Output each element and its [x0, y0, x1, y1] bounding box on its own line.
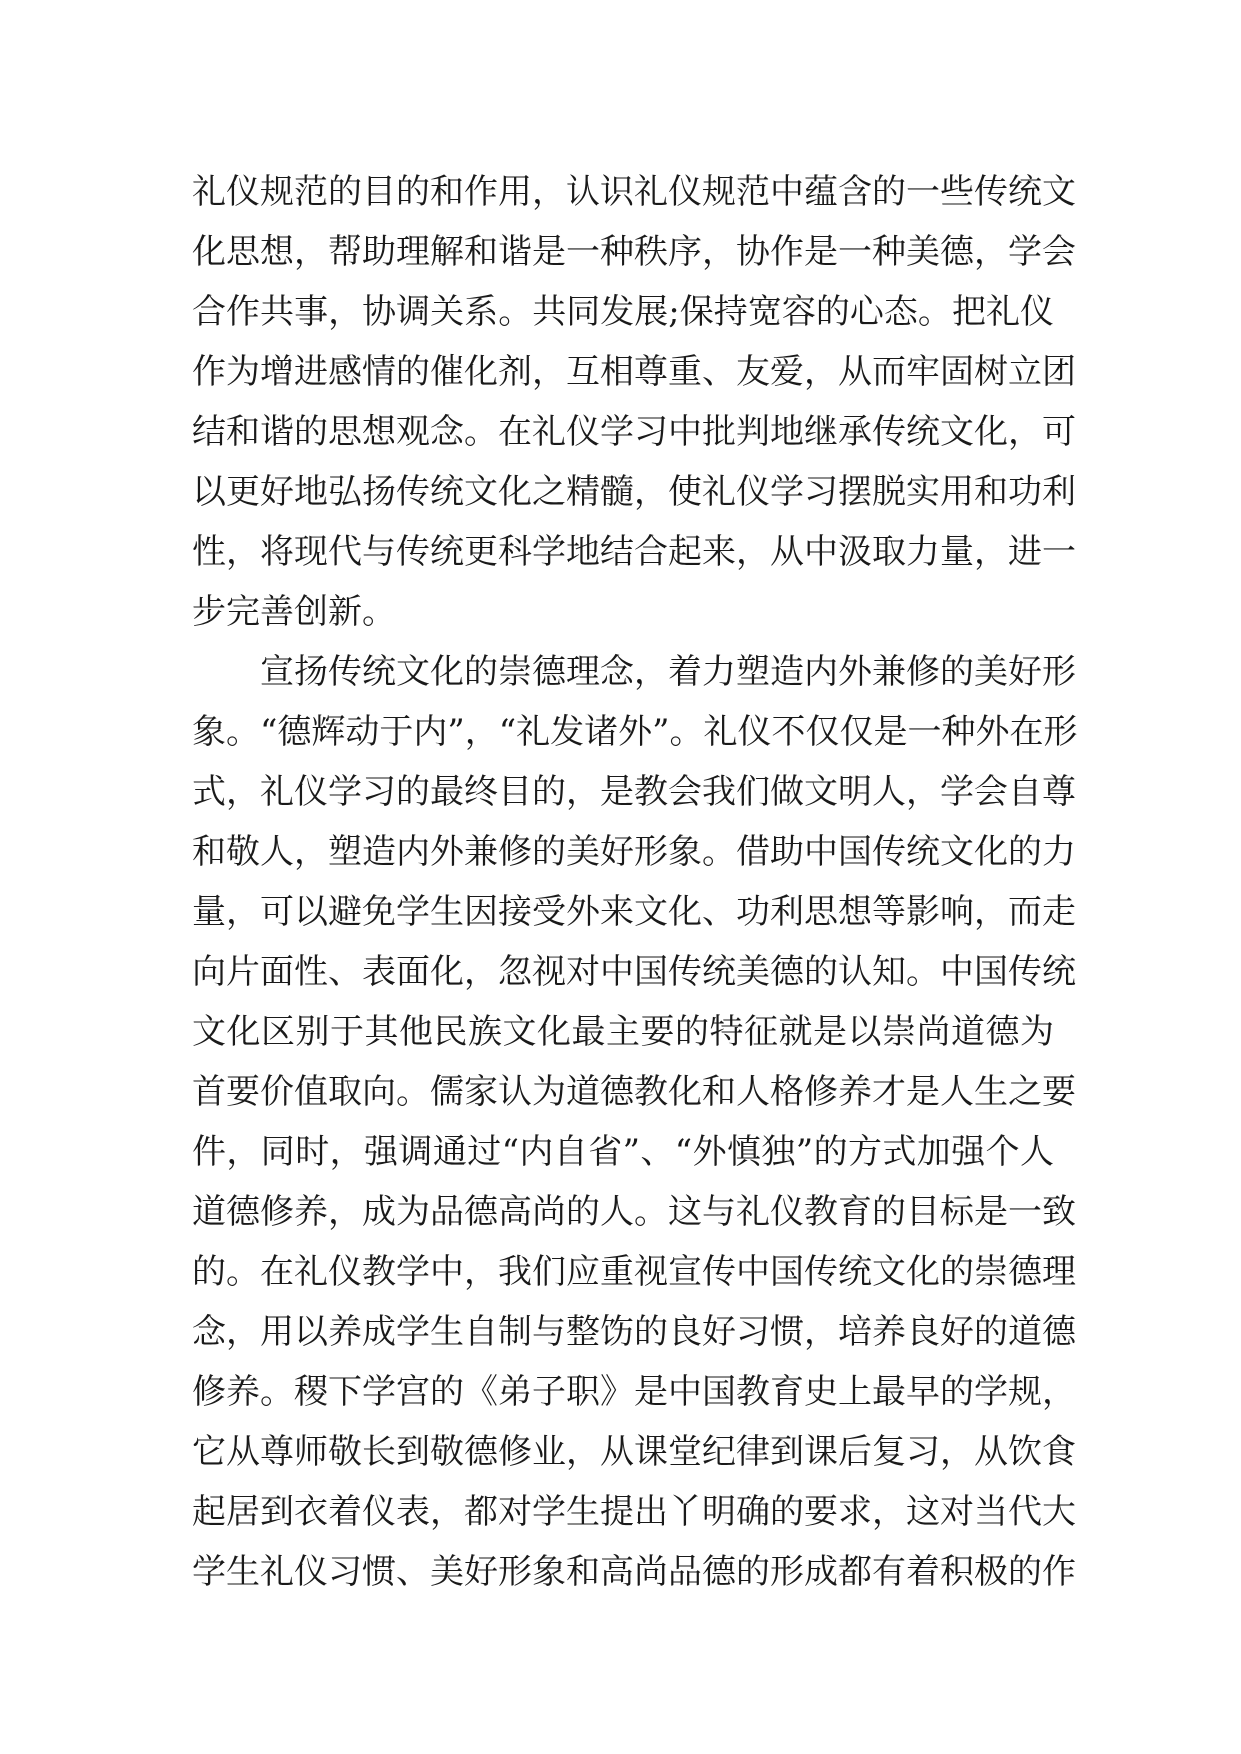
text-line: 和敬人，塑造内外兼修的美好形象。借助中国传统文化的力 [192, 832, 1076, 872]
text-line: 起居到衣着仪表，都对学生提出丫明确的要求，这对当代大 [192, 1492, 1076, 1532]
text-line: 首要价值取向。儒家认为道德教化和人格修养才是人生之要 [192, 1072, 1076, 1112]
text-line: 式，礼仪学习的最终目的，是教会我们做文明人，学会自尊 [192, 772, 1076, 812]
text-line: 念，用以养成学生自制与整饬的良好习惯，培养良好的道德 [192, 1312, 1076, 1352]
text-line: 量，可以避免学生因接受外来文化、功利思想等影响，而走 [192, 892, 1076, 932]
text-line: 性，将现代与传统更科学地结合起来，从中汲取力量，进一 [192, 532, 1076, 572]
paragraph-2 [192, 642, 1078, 1602]
text-line: 结和谐的思想观念。在礼仪学习中批判地继承传统文化，可 [192, 412, 1076, 452]
body-text [192, 162, 1078, 1602]
text-line: 文化区别于其他民族文化最主要的特征就是以崇尚道德为 [192, 1012, 1054, 1052]
text-line: 以更好地弘扬传统文化之精髓，使礼仪学习摆脱实用和功利 [192, 472, 1076, 512]
text-line: 向片面性、表面化，忽视对中国传统美德的认知。中国传统 [192, 952, 1076, 992]
text-line: 的。在礼仪教学中，我们应重视宣传中国传统文化的崇德理 [192, 1252, 1076, 1292]
text-line: 象。“德辉动于内”，“礼发诸外”。礼仪不仅仅是一种外在形 [192, 712, 1078, 752]
text-line: 化思想，帮助理解和谐是一种秩序，协作是一种美德，学会 [192, 232, 1076, 272]
text-line: 学生礼仪习惯、美好形象和高尚品德的形成都有着积极的作 [192, 1552, 1076, 1592]
text-line: 它从尊师敬长到敬德修业，从课堂纪律到课后复习，从饮食 [192, 1432, 1076, 1472]
paragraph-1 [192, 162, 1076, 642]
text-line: 步完善创新。 [192, 592, 396, 632]
text-line: 礼仪规范的目的和作用，认识礼仪规范中蕴含的一些传统文 [192, 172, 1076, 212]
text-line: 宣扬传统文化的崇德理念，着力塑造内外兼修的美好形 [260, 652, 1076, 692]
text-line: 作为增进感情的催化剂，互相尊重、友爱，从而牢固树立团 [192, 352, 1076, 392]
text-line: 合作共事，协调关系。共同发展;保持宽容的心态。把礼仪 [192, 292, 1055, 332]
text-line: 修养。稷下学宫的《弟子职》是中国教育史上最早的学规， [192, 1372, 1076, 1412]
text-line: 道德修养，成为品德高尚的人。这与礼仪教育的目标是一致 [192, 1192, 1076, 1232]
text-line: 件，同时，强调通过“内自省”、“外慎独”的方式加强个人 [192, 1132, 1054, 1172]
